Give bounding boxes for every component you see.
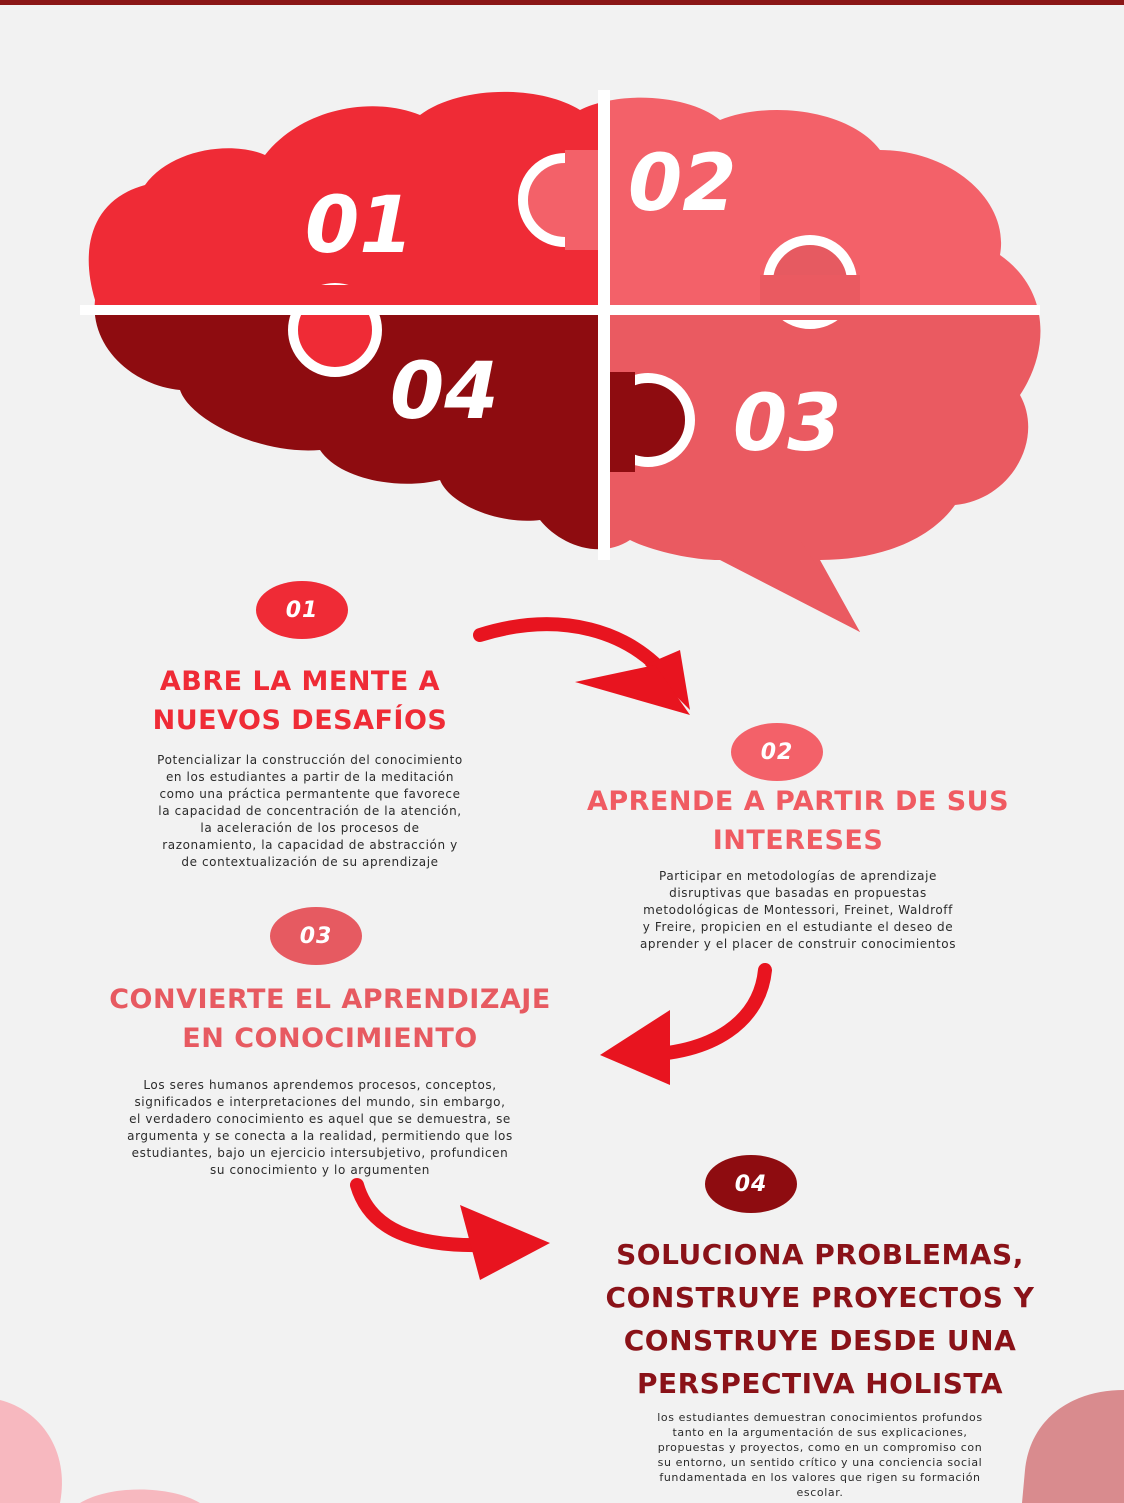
body-line: la capacidad de concentración de la atención,	[158, 804, 462, 818]
decorative-blob-right	[1010, 1390, 1124, 1503]
body-line: disruptivas que basadas en propuestas	[669, 886, 927, 900]
body-line: el verdadero conocimiento es aquel que se demuestra, se	[129, 1112, 511, 1126]
body-line: Potencializar la construcción del conocimiento	[157, 753, 463, 767]
step-02-number: 02	[760, 739, 794, 765]
arrow-1-to-2-icon	[470, 610, 710, 730]
arrow-2-to-3-icon	[595, 960, 785, 1090]
body-line: significados e interpretaciones del mundo, sin embargo,	[134, 1095, 506, 1109]
step-01-heading-line1: ABRE LA MENTE A	[159, 666, 441, 697]
body-line: su conocimiento y lo argumenten	[209, 1163, 431, 1177]
decorative-blob-left	[0, 1400, 80, 1503]
body-line: razonamiento, la capacidad de abstracción y	[162, 838, 458, 852]
step-01-number: 01	[285, 597, 319, 623]
step-04-body	[595, 1410, 1045, 1500]
step-03-heading-line1: CONVIERTE EL APRENDIZAJE	[109, 984, 551, 1015]
brain-puzzle-illustration	[0, 0, 1124, 640]
body-line: fundamentada en los valores que rigen su formación	[659, 1471, 981, 1484]
body-line: metodológicas de Montessori, Freinet, Waldroff	[643, 903, 953, 917]
step-02-heading	[548, 782, 1048, 860]
body-line: Los seres humanos aprendemos procesos, conceptos,	[143, 1078, 497, 1092]
body-line: como una práctica permantente que favorece	[159, 787, 461, 801]
body-line: en los estudiantes a partir de la meditación	[165, 770, 455, 784]
step-01-body	[90, 752, 530, 871]
step-04-heading-line1: SOLUCIONA PROBLEMAS,	[616, 1238, 1024, 1271]
puzzle-piece-01	[0, 0, 600, 305]
step-04-heading	[565, 1233, 1075, 1405]
step-04-heading-line2: CONSTRUYE PROYECTOS Y	[605, 1281, 1035, 1314]
puzzle-label-02: 02	[628, 139, 737, 229]
body-line: estudiantes, bajo un ejercicio intersubjetivo, profundicen	[131, 1146, 509, 1160]
step-03-heading	[60, 980, 600, 1058]
body-line: los estudiantes demuestran conocimientos profundos	[657, 1411, 983, 1424]
body-line: y Freire, propicien en el estudiante el deseo de	[642, 920, 954, 934]
step-03-number: 03	[299, 923, 333, 949]
step-03-heading-line2: EN CONOCIMIENTO	[182, 1023, 478, 1055]
step-02-heading-line2: INTERESES	[712, 825, 884, 857]
body-line: su entorno, un sentido crítico y una conciencia social	[657, 1456, 983, 1469]
step-01-badge	[256, 581, 348, 639]
step-01-heading	[80, 662, 520, 740]
body-line: Participar en metodologías de aprendizaje	[659, 869, 937, 883]
body-line: de contextualización de su aprendizaje	[181, 855, 439, 869]
arrow-3-to-4-icon	[345, 1175, 560, 1285]
step-02-heading-line1: APRENDE A PARTIR DE SUS	[586, 786, 1010, 817]
step-04-heading-line4: PERSPECTIVA HOLISTA	[636, 1367, 1004, 1400]
body-line: argumenta y se conecta a la realidad, permitiendo que los	[127, 1129, 513, 1143]
step-01-heading-line2: NUEVOS DESAFÍOS	[152, 705, 448, 737]
step-02-badge	[731, 723, 823, 781]
decorative-blob-bottom	[80, 1485, 200, 1503]
step-04-badge	[705, 1155, 797, 1213]
puzzle-label-03: 03	[733, 379, 842, 469]
body-line: la aceleración de los procesos de	[200, 821, 420, 835]
puzzle-piece-03	[610, 315, 1124, 640]
step-03-body	[60, 1077, 580, 1179]
puzzle-label-04: 04	[390, 347, 499, 437]
puzzle-label-01: 01	[305, 181, 414, 271]
body-line: tanto en la argumentación de sus explicaciones,	[672, 1426, 968, 1439]
body-line: aprender y el placer de construir conocimientos	[639, 937, 957, 951]
step-02-body	[568, 868, 1028, 953]
body-line: propuestas y proyectos, como en un compromiso con	[657, 1441, 983, 1454]
step-04-heading-line3: CONSTRUYE DESDE UNA	[623, 1324, 1017, 1357]
step-03-badge	[270, 907, 362, 965]
body-line: escolar.	[796, 1486, 844, 1499]
step-04-number: 04	[734, 1171, 768, 1197]
